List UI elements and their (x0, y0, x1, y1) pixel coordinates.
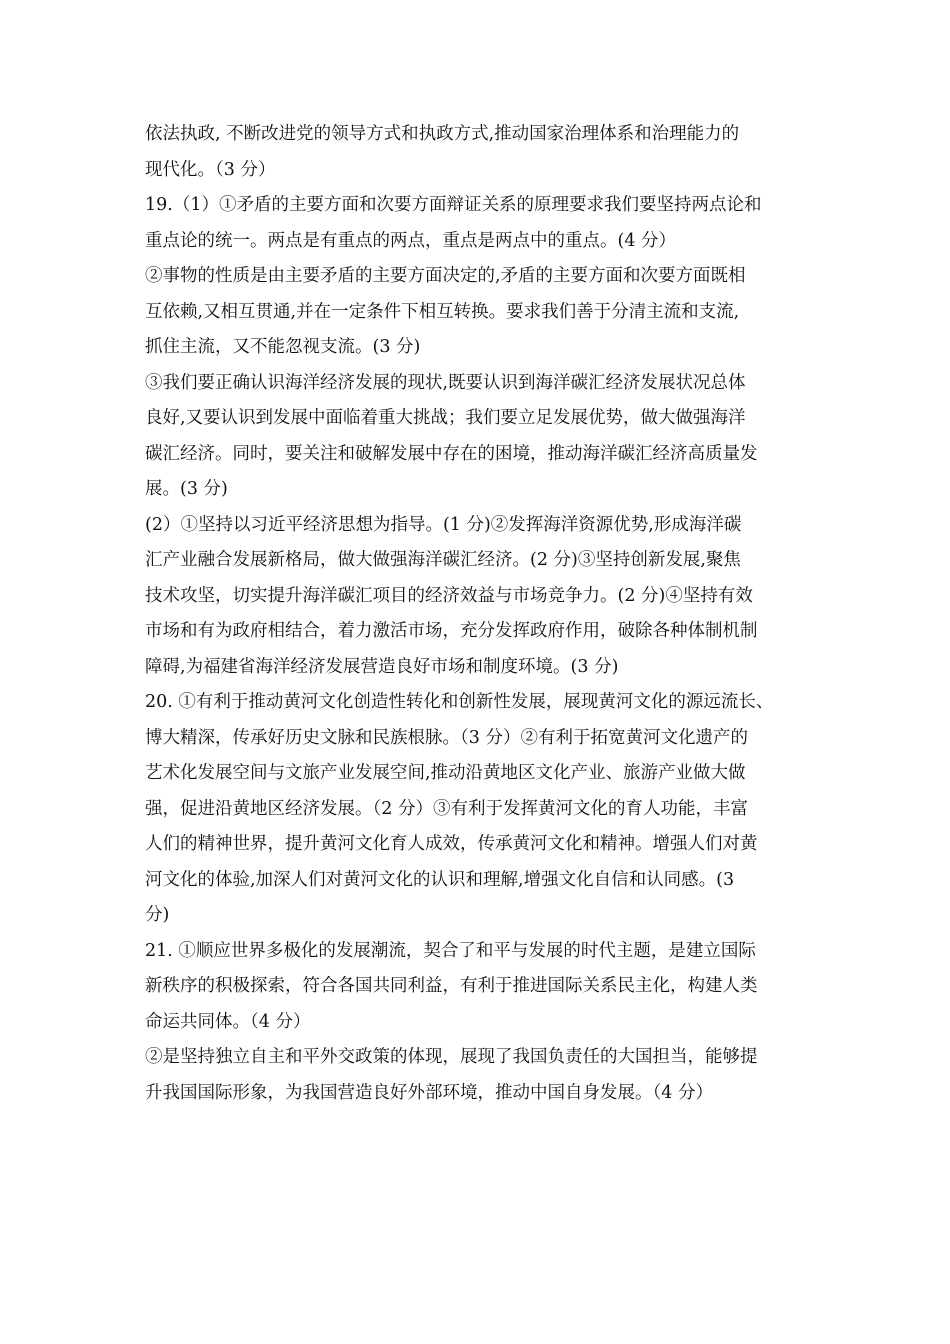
text-line: 依法执政, 不断改进党的领导方式和执政方式,推动国家治理体系和治理能力的 (145, 124, 740, 144)
question-21-line: 21. ①顺应世界多极化的发展潮流，契合了和平与发展的时代主题，是建立国际 (145, 940, 756, 961)
text-line: 升我国国际形象，为我国营造良好外部环境，推动中国自身发展。（4 分） (145, 1082, 713, 1103)
text-line: 新秩序的积极探索，符合各国共同利益，有利于推进国际关系民主化，构建人类 (145, 976, 758, 996)
text-line: 河文化的体验,加深人们对黄河文化的认识和理解,增强文化自信和认同感。(3 (145, 869, 735, 890)
question-19-part-1-line: 19.（1）①矛盾的主要方面和次要方面辩证关系的原理要求我们要坚持两点论和 (145, 195, 762, 215)
text-line: 碳汇经济。同时，要关注和破解发展中存在的困境，推动海洋碳汇经济高质量发 (145, 443, 758, 464)
text-line: 互依赖,又相互贯通,并在一定条件下相互转换。要求我们善于分清主流和支流, (145, 301, 740, 322)
text-line: ②是坚持独立自主和平外交政策的体现，展现了我国负责任的大国担当，能够提 (145, 1047, 758, 1067)
text-line: 人们的精神世界，提升黄河文化育人成效，传承黄河文化和精神。增强人们对黄 (145, 834, 758, 854)
text-line: 技术攻坚，切实提升海洋碳汇项目的经济效益与市场竞争力。(2 分)④坚持有效 (145, 585, 753, 606)
text-line: ②事物的性质是由主要矛盾的主要方面决定的,矛盾的主要方面和次要方面既相 (145, 266, 746, 286)
text-line: 命运共同体。（4 分） (145, 1011, 311, 1032)
text-line: 艺术化发展空间与文旅产业发展空间,推动沿黄地区文化产业、旅游产业做大做 (145, 763, 746, 783)
text-line: 重点论的统一。两点是有重点的两点，重点是两点中的重点。(4 分） (145, 230, 677, 251)
question-19-part-2-line: (2）①坚持以习近平经济思想为指导。(1 分)②发挥海洋资源优势,形成海洋碳 (145, 514, 742, 535)
text-line: 现代化。（3 分） (145, 159, 276, 180)
text-line: 市场和有为政府相结合，着力激活市场，充分发挥政府作用，破除各种体制机制 (145, 621, 758, 641)
text-line: 障碍,为福建省海洋经济发展营造良好市场和制度环境。(3 分) (145, 656, 619, 677)
text-line: ③我们要正确认识海洋经济发展的现状,既要认识到海洋碳汇经济发展状况总体 (145, 372, 746, 393)
text-line: 强，促进沿黄地区经济发展。（2 分）③有利于发挥黄河文化的育人功能，丰富 (145, 798, 748, 819)
text-line: 博大精深，传承好历史文脉和民族根脉。（3 分）②有利于拓宽黄河文化遗产的 (145, 727, 748, 748)
text-line: 展。(3 分) (145, 479, 228, 499)
text-line: 分) (145, 905, 170, 925)
question-20-line: 20. ①有利于推动黄河文化创造性转化和创新性发展，展现黄河文化的源远流长、 (145, 692, 774, 712)
text-line: 抓住主流，又不能忽视支流。(3 分) (145, 337, 421, 357)
answer-text-block (145, 117, 815, 1111)
text-line: 汇产业融合发展新格局，做大做强海洋碳汇经济。(2 分)③坚持创新发展,聚焦 (145, 550, 741, 570)
text-line: 良好,又要认识到发展中面临着重大挑战；我们要立足发展优势，做大做强海洋 (145, 408, 746, 428)
